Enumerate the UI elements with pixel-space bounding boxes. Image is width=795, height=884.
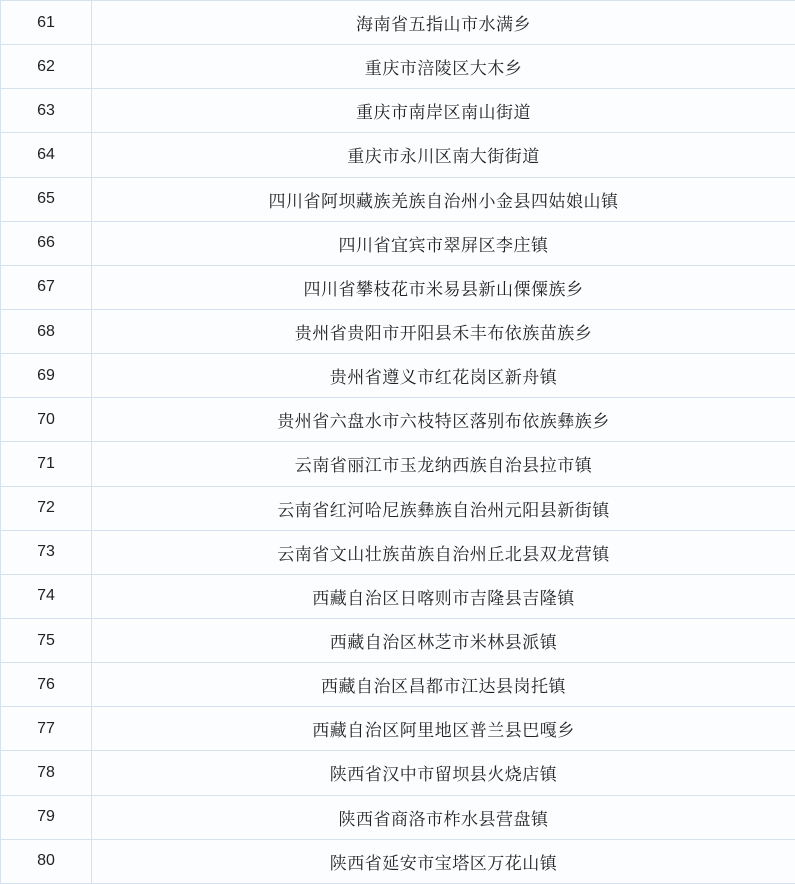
row-name-cell: 西藏自治区林芝市米林县派镇 <box>92 618 795 662</box>
table-row <box>1 839 795 883</box>
row-name-cell: 西藏自治区阿里地区普兰县巴嘎乡 <box>92 707 795 751</box>
table-row <box>1 1 795 45</box>
row-name-cell: 云南省文山壮族苗族自治州丘北县双龙营镇 <box>92 530 795 574</box>
row-name-cell: 四川省阿坝藏族羌族自治州小金县四姑娘山镇 <box>92 177 795 221</box>
row-name-cell: 贵州省遵义市红花岗区新舟镇 <box>92 354 795 398</box>
row-name-cell: 贵州省六盘水市六枝特区落别布依族彝族乡 <box>92 398 795 442</box>
row-index-cell: 72 <box>1 486 92 530</box>
row-index-cell: 69 <box>1 354 92 398</box>
table-row <box>1 486 795 530</box>
table-row <box>1 133 795 177</box>
row-index-cell: 75 <box>1 618 92 662</box>
row-index-cell: 70 <box>1 398 92 442</box>
row-name-cell: 西藏自治区日喀则市吉隆县吉隆镇 <box>92 574 795 618</box>
row-name-cell: 云南省丽江市玉龙纳西族自治县拉市镇 <box>92 442 795 486</box>
row-name-cell: 陕西省商洛市柞水县营盘镇 <box>92 795 795 839</box>
row-index-cell: 77 <box>1 707 92 751</box>
row-name-cell: 重庆市南岸区南山街道 <box>92 89 795 133</box>
row-index-cell: 78 <box>1 751 92 795</box>
table-row <box>1 221 795 265</box>
row-index-cell: 79 <box>1 795 92 839</box>
table-row <box>1 574 795 618</box>
row-name-cell: 陕西省延安市宝塔区万花山镇 <box>92 839 795 883</box>
row-index-cell: 76 <box>1 663 92 707</box>
row-index-cell: 67 <box>1 265 92 309</box>
table-row <box>1 89 795 133</box>
table-row <box>1 795 795 839</box>
table-row <box>1 45 795 89</box>
table-row <box>1 618 795 662</box>
table-row <box>1 398 795 442</box>
row-index-cell: 66 <box>1 221 92 265</box>
row-index-cell: 64 <box>1 133 92 177</box>
row-index-cell: 80 <box>1 839 92 883</box>
row-name-cell: 贵州省贵阳市开阳县禾丰布依族苗族乡 <box>92 309 795 353</box>
table-row <box>1 309 795 353</box>
row-name-cell: 重庆市永川区南大街街道 <box>92 133 795 177</box>
row-name-cell: 四川省攀枝花市米易县新山傈僳族乡 <box>92 265 795 309</box>
row-name-cell: 云南省红河哈尼族彝族自治州元阳县新街镇 <box>92 486 795 530</box>
table-row <box>1 265 795 309</box>
row-index-cell: 65 <box>1 177 92 221</box>
table-row <box>1 751 795 795</box>
row-index-cell: 73 <box>1 530 92 574</box>
row-name-cell: 海南省五指山市水满乡 <box>92 1 795 45</box>
row-name-cell: 重庆市涪陵区大木乡 <box>92 45 795 89</box>
row-index-cell: 74 <box>1 574 92 618</box>
row-index-cell: 63 <box>1 89 92 133</box>
table-row <box>1 177 795 221</box>
table-body <box>1 1 795 884</box>
row-index-cell: 62 <box>1 45 92 89</box>
table-row <box>1 354 795 398</box>
table-row <box>1 707 795 751</box>
row-name-cell: 陕西省汉中市留坝县火烧店镇 <box>92 751 795 795</box>
row-index-cell: 68 <box>1 309 92 353</box>
table-row <box>1 663 795 707</box>
row-index-cell: 71 <box>1 442 92 486</box>
row-name-cell: 四川省宜宾市翠屏区李庄镇 <box>92 221 795 265</box>
table-row <box>1 442 795 486</box>
table-row <box>1 530 795 574</box>
row-index-cell: 61 <box>1 1 92 45</box>
row-name-cell: 西藏自治区昌都市江达县岗托镇 <box>92 663 795 707</box>
